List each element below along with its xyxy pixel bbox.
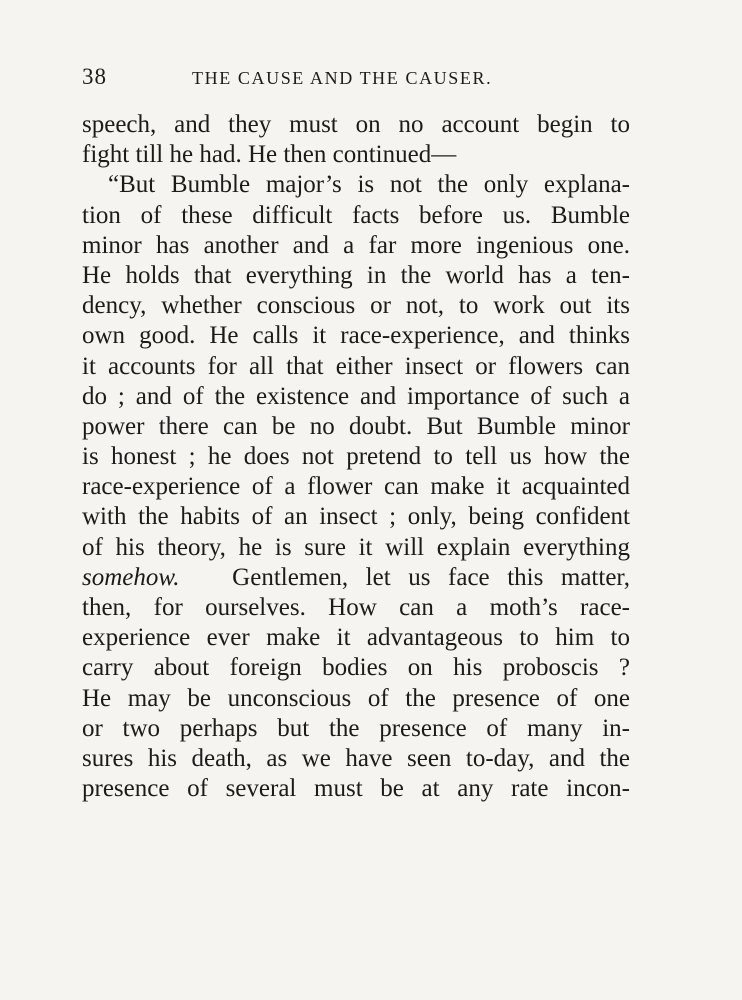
text-line: with the habits of an insect ; only, being confident	[82, 503, 630, 531]
text-line: power there can be no doubt. But Bumble minor	[82, 412, 630, 440]
page-number: 38	[82, 64, 107, 89]
text-line: fight till he had. He then continued—	[82, 141, 457, 169]
text-line: or two perhaps but the presence of many in-	[82, 714, 630, 742]
text-line: He holds that everything in the world has a ten-	[82, 261, 630, 289]
text-line: carry about foreign bodies on his proboscis ?	[82, 654, 630, 682]
text-line: do ; and of the existence and importance of such a	[82, 382, 630, 410]
text-line: dency, whether conscious or not, to work out its	[82, 292, 630, 320]
text-line: of his theory, he is sure it will explain everything	[82, 533, 630, 561]
text-line: sures his death, as we have seen to-day, and the	[82, 744, 630, 772]
running-head: THE CAUSE AND THE CAUSER.	[192, 68, 493, 88]
text-line: then, for ourselves. How can a moth’s race-	[82, 594, 630, 621]
text-line: experience ever make it advantageous to him to	[82, 624, 630, 652]
italic-word: somehow.	[82, 563, 180, 591]
text-line: speech, and they must on no account begin to	[82, 111, 630, 138]
text-line: is honest ; he does not pretend to tell us how the	[82, 443, 630, 471]
text-line: it accounts for all that either insect or flowers can	[82, 352, 630, 380]
text-line: presence of several must be at any rate incon-	[82, 775, 630, 803]
text-line: minor has another and a far more ingenious one.	[82, 231, 630, 259]
text-line: race-experience of a flower can make it acquainted	[82, 473, 630, 501]
page-header	[82, 64, 662, 100]
text-line: He may be unconscious of the presence of one	[82, 684, 630, 712]
text-line-with-italic	[82, 563, 630, 593]
body-text	[82, 110, 630, 804]
text-line: tion of these difficult facts before us. Bumble	[82, 201, 630, 229]
line-remainder: Gentlemen, let us face this matter,	[232, 563, 630, 591]
text-line: “But Bumble major’s is not the only explana-	[108, 171, 630, 199]
text-line: own good. He calls it race-experience, and thinks	[82, 322, 630, 350]
